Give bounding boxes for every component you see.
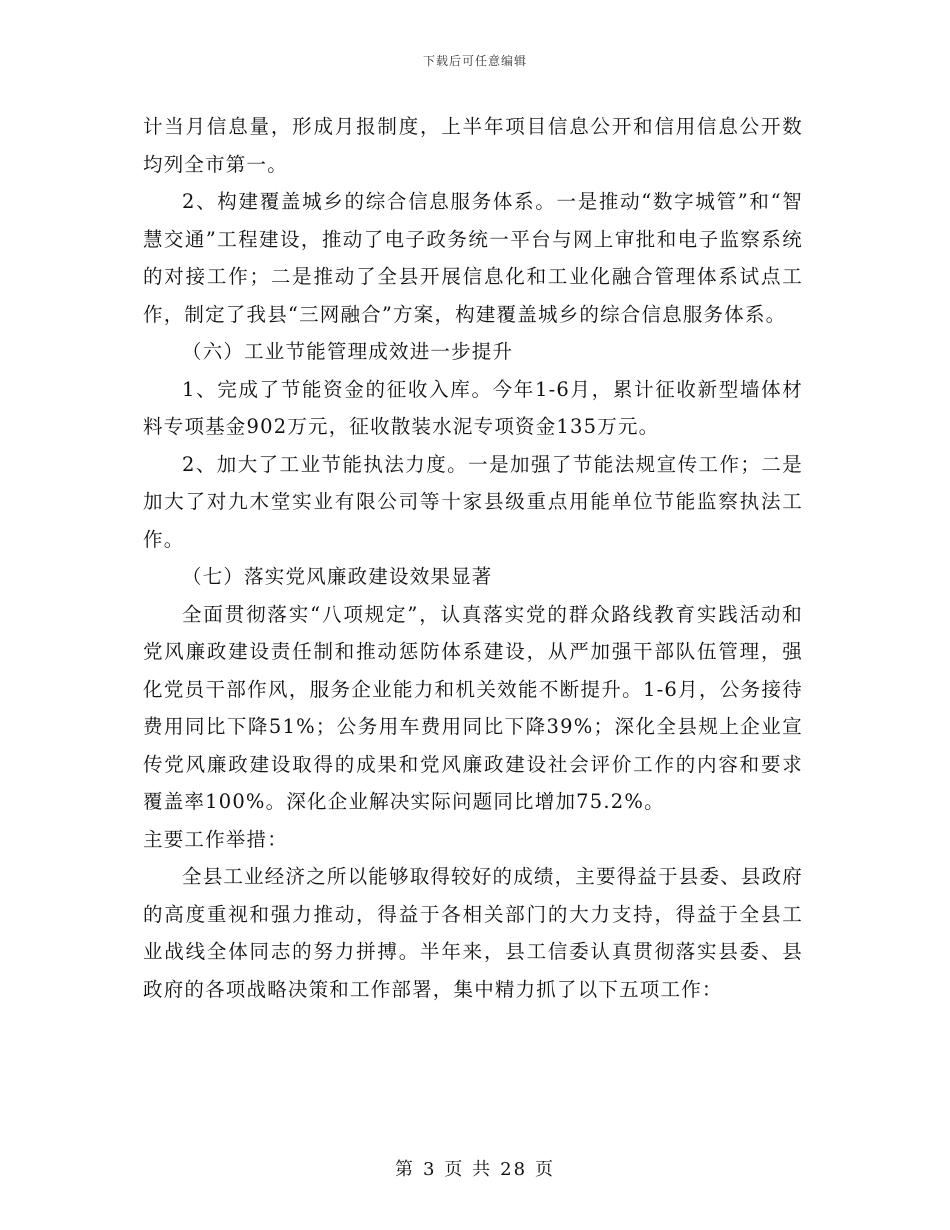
document-body — [143, 108, 803, 1008]
footer-prefix: 第 — [394, 1159, 415, 1180]
page-header: 下载后可任意编辑 — [422, 54, 527, 68]
paragraph-party-conduct: 全面贯彻落实“八项规定”，认真落实党的群众路线教育实践活动和党风廉政建设责任制和推动惩防体系建设，从严加强干部队伍管理，强化党员干部作风，服务企业能力和机关效能不断提升。1-6月，公务接待费用同比下降51%；公务用车费用同比下降39%；深化全县规上企业宣传党风廉政建设取得的成果和党风廉政建设社会评价工作的内容和要求覆盖率100%。深化企业解决实际问题同比增加75.2%。 — [143, 602, 803, 813]
paragraph-info-service: 2、构建覆盖城乡的综合信息服务体系。一是推动“数字城管”和“智慧交通”工程建设，推动了电子政务统一平台与网上审批和电子监察系统的对接工作；二是推动了全县开展信息化和工业化融合管理体系试点工作，制定了我县“三网融合”方案，构建覆盖城乡的综合信息服务体系。 — [143, 190, 803, 326]
page-footer — [0, 1155, 950, 1181]
footer-mid: 页 共 — [444, 1159, 493, 1180]
current-page-number: 3 — [422, 1159, 437, 1180]
paragraph-measures: 全县工业经济之所以能够取得较好的成绩，主要得益于县委、县政府的高度重视和强力推动，得益于各相关部门的大力支持，得益于全县工业战线全体同志的努力拼搏。半年来，县工信委认真贯彻落实县委、县政府的各项战略决策和工作部署，集中精力抓了以下五项工作： — [143, 865, 804, 1001]
paragraph-energy-fund: 1、完成了节能资金的征收入库。今年1-6月，累计征收新型墙体材料专项基金902万元，征收散装水泥专项资金135万元。 — [143, 377, 803, 438]
total-page-count: 28 — [500, 1159, 528, 1180]
section-heading-six: （六）工业节能管理成效进一步提升 — [182, 340, 514, 363]
footer-suffix: 页 — [535, 1159, 556, 1180]
paragraph-continuation: 计当月信息量，形成月报制度，上半年项目信息公开和信用信息公开数均列全市第一。 — [143, 115, 803, 176]
measures-heading: 主要工作举措： — [143, 827, 288, 851]
paragraph-energy-enforcement: 2、加大了工业节能执法力度。一是加强了节能法规宣传工作；二是加大了对九木堂实业有限公司等十家县级重点用能单位节能监察执法工作。 — [143, 452, 803, 551]
section-heading-seven: （七）落实党风廉政建设效果显著 — [182, 565, 493, 588]
